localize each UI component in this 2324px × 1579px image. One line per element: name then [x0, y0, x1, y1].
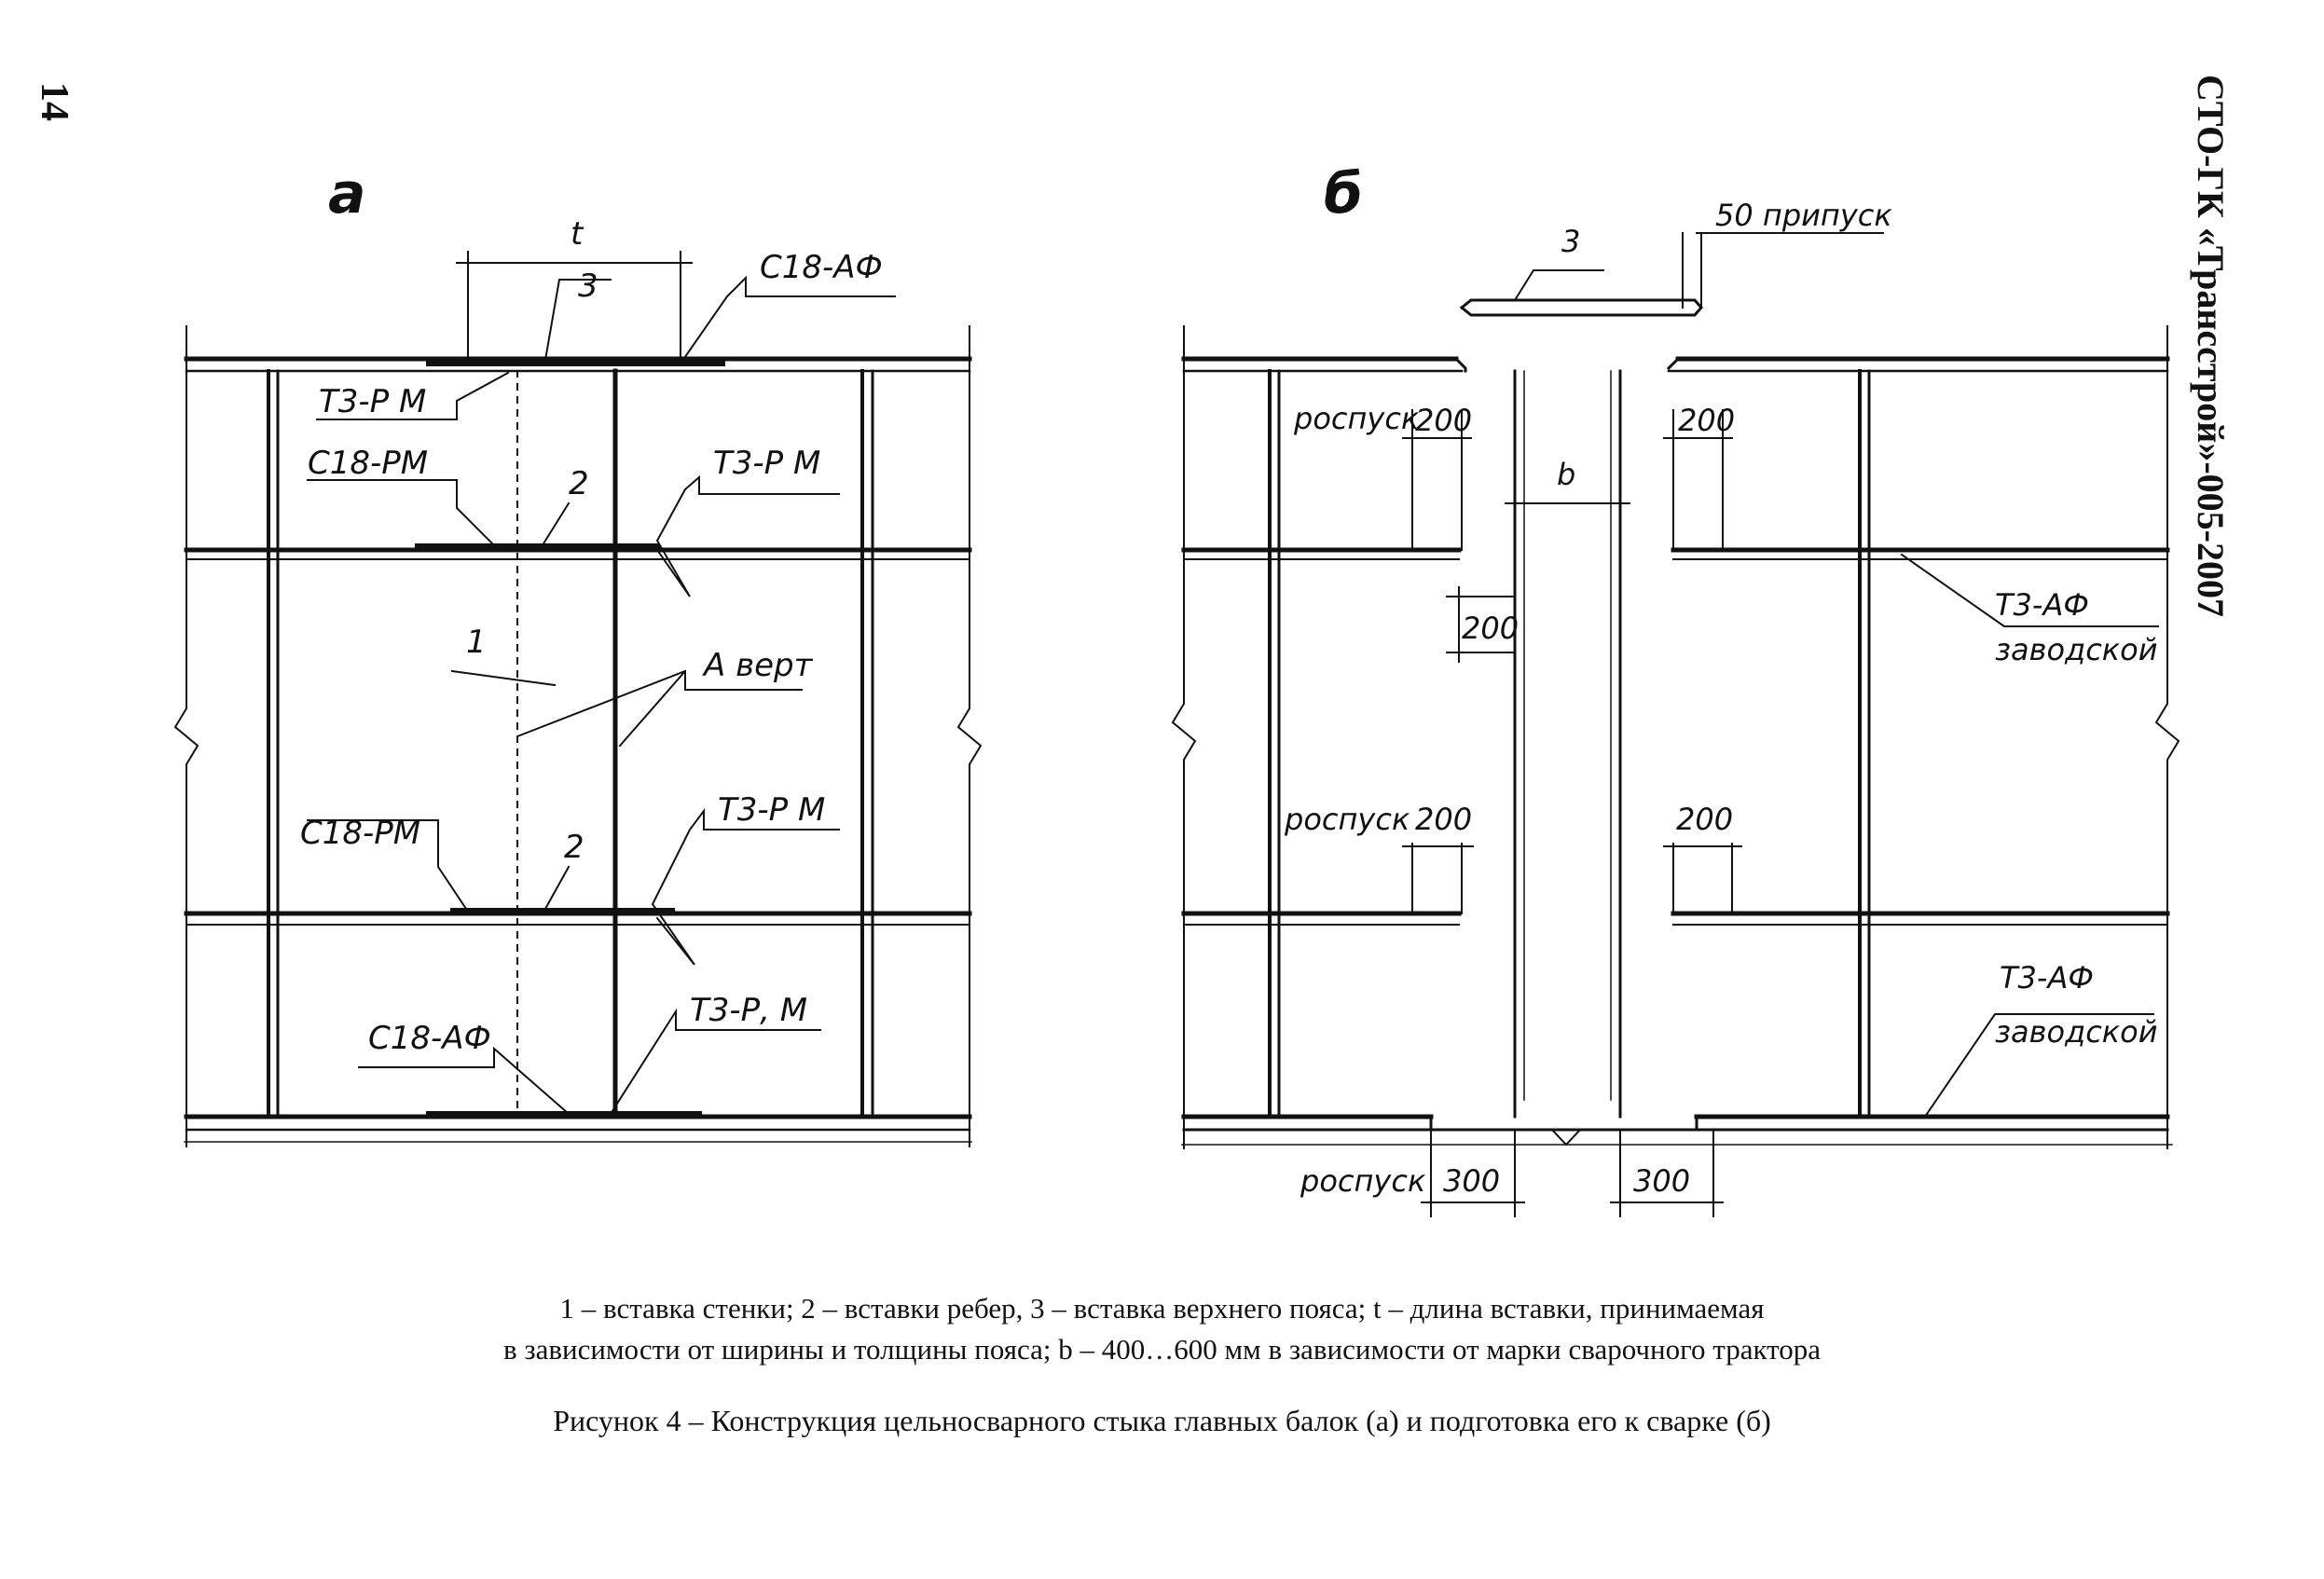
- weld-label-vertical: А верт: [704, 647, 813, 684]
- weld-label-upper-left: С18-РМ: [308, 445, 429, 482]
- drawing-b: [1173, 233, 2179, 1216]
- legend-line-1: 1 – вставка стенки; 2 – вставки ребер, 3 – вставка верхнего пояса; t – длина вставки, принимаемая: [559, 1292, 1765, 1325]
- weld-label-bottom-right: Т3-Р, М: [690, 992, 808, 1029]
- dim-300-right: 300: [1633, 1163, 1691, 1199]
- item-3-label-b: 3: [1561, 224, 1581, 259]
- weld-label-lower-left: С18-РМ: [300, 815, 421, 852]
- weld-label-upper-right: Т3-Р М: [713, 445, 821, 482]
- figure-title: Рисунок 4 – Конструкция цельносварного стыка главных балок (а) и подготовка его к сварке (б): [553, 1404, 1771, 1437]
- item-2-label-upper: 2: [569, 465, 589, 502]
- item-1-label: 1: [466, 624, 487, 661]
- weld-factory-label-upper: Т3-АФ: [1995, 587, 2089, 623]
- part-b-letter: б: [1324, 161, 1363, 227]
- item-3-label-a: 3: [578, 268, 598, 305]
- dim-300-left: 300: [1443, 1163, 1501, 1199]
- item-2-label-lower: 2: [564, 829, 584, 866]
- factory-label-lower: заводской: [1995, 1014, 2158, 1050]
- release-label-upper: роспуск: [1294, 401, 1420, 436]
- dim-200-upper-right: 200: [1678, 403, 1736, 438]
- weld-factory-label-lower: Т3-АФ: [2000, 960, 2094, 995]
- weld-label-top-left: Т3-Р М: [319, 383, 427, 420]
- dim-t-label: t: [571, 215, 584, 253]
- dim-200-lower-left: 200: [1415, 802, 1473, 837]
- dim-200-upper-left: 200: [1415, 403, 1473, 438]
- dim-200-lower-right: 200: [1676, 802, 1734, 837]
- dim-b-label: b: [1557, 457, 1576, 492]
- figure-legend: [0, 1288, 2324, 1370]
- weld-label-lower-right: Т3-Р М: [718, 791, 826, 829]
- page-number: 14: [33, 82, 76, 121]
- legend-line-2: в зависимости от ширины и толщины пояса; b – 400…600 мм в зависимости от марки сварочного трактора: [502, 1333, 1822, 1366]
- document-code: СТО-ГК «Трансстрой»-005-2007: [2190, 75, 2232, 617]
- drawing-a: [175, 252, 981, 1146]
- dim-200-vertical: 200: [1462, 611, 1520, 646]
- weld-label-bottom-left: С18-АФ: [368, 1020, 491, 1057]
- allowance-label: 50 припуск: [1715, 198, 1892, 233]
- release-label-lower: роспуск: [1285, 802, 1410, 837]
- factory-label-upper: заводской: [1995, 632, 2158, 667]
- weld-label-top-right: С18-АФ: [760, 249, 883, 286]
- release-label-bottom: роспуск: [1300, 1163, 1426, 1199]
- part-a-letter: а: [328, 161, 366, 227]
